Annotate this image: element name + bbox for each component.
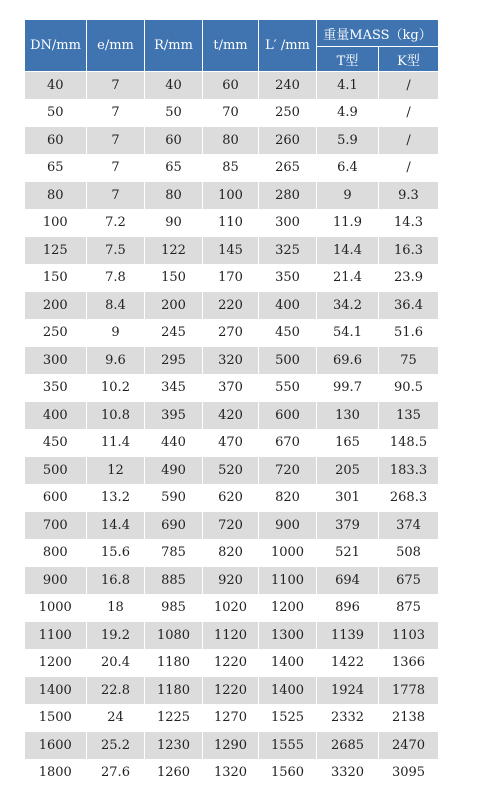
cell-r: 1225 (145, 704, 203, 732)
cell-l: 1525 (259, 704, 317, 732)
table-row (25, 484, 439, 512)
cell-r: 1180 (145, 649, 203, 677)
cell-t: 170 (203, 264, 259, 292)
cell-e: 14.4 (87, 512, 145, 540)
cell-r: 60 (145, 127, 203, 155)
cell-e: 18 (87, 594, 145, 622)
cell-dn: 450 (25, 429, 87, 457)
cell-mass-k: / (379, 154, 439, 182)
table-row (25, 567, 439, 595)
cell-e: 10.2 (87, 374, 145, 402)
cell-t: 920 (203, 567, 259, 595)
cell-dn: 125 (25, 237, 87, 265)
cell-dn: 100 (25, 209, 87, 237)
table-row (25, 539, 439, 567)
cell-l: 1300 (259, 622, 317, 650)
cell-r: 1260 (145, 759, 203, 787)
table-row (25, 429, 439, 457)
cell-l: 1560 (259, 759, 317, 787)
cell-t: 1020 (203, 594, 259, 622)
cell-e: 19.2 (87, 622, 145, 650)
cell-dn: 1000 (25, 594, 87, 622)
cell-mass-t: 205 (317, 457, 379, 485)
cell-t: 270 (203, 319, 259, 347)
cell-t: 60 (203, 72, 259, 100)
cell-dn: 1500 (25, 704, 87, 732)
cell-l: 300 (259, 209, 317, 237)
cell-t: 320 (203, 347, 259, 375)
cell-mass-k: 90.5 (379, 374, 439, 402)
cell-mass-k: 36.4 (379, 292, 439, 320)
cell-e: 7 (87, 127, 145, 155)
cell-mass-t: 54.1 (317, 319, 379, 347)
cell-r: 65 (145, 154, 203, 182)
cell-mass-k: 16.3 (379, 237, 439, 265)
cell-r: 90 (145, 209, 203, 237)
cell-t: 720 (203, 512, 259, 540)
cell-l: 550 (259, 374, 317, 402)
cell-e: 16.8 (87, 567, 145, 595)
cell-t: 110 (203, 209, 259, 237)
cell-mass-t: 5.9 (317, 127, 379, 155)
cell-e: 9.6 (87, 347, 145, 375)
table-row (25, 127, 439, 155)
table-row (25, 264, 439, 292)
cell-mass-t: 3320 (317, 759, 379, 787)
cell-mass-k: 2138 (379, 704, 439, 732)
cell-dn: 1800 (25, 759, 87, 787)
table-row (25, 99, 439, 127)
cell-e: 8.4 (87, 292, 145, 320)
cell-r: 985 (145, 594, 203, 622)
table-body (25, 72, 439, 787)
cell-r: 122 (145, 237, 203, 265)
table-row (25, 704, 439, 732)
cell-mass-k: 675 (379, 567, 439, 595)
table-row (25, 209, 439, 237)
cell-e: 7.5 (87, 237, 145, 265)
cell-dn: 80 (25, 182, 87, 210)
cell-r: 50 (145, 99, 203, 127)
cell-mass-t: 1924 (317, 677, 379, 705)
cell-mass-t: 99.7 (317, 374, 379, 402)
cell-dn: 50 (25, 99, 87, 127)
cell-t: 1290 (203, 732, 259, 760)
cell-r: 295 (145, 347, 203, 375)
cell-mass-t: 379 (317, 512, 379, 540)
cell-e: 27.6 (87, 759, 145, 787)
cell-dn: 1100 (25, 622, 87, 650)
table-row (25, 622, 439, 650)
table-row (25, 402, 439, 430)
cell-t: 820 (203, 539, 259, 567)
cell-mass-k: 1103 (379, 622, 439, 650)
cell-t: 70 (203, 99, 259, 127)
cell-l: 720 (259, 457, 317, 485)
table-row (25, 292, 439, 320)
cell-mass-k: 2470 (379, 732, 439, 760)
cell-mass-k: 75 (379, 347, 439, 375)
cell-dn: 40 (25, 72, 87, 100)
cell-mass-t: 2685 (317, 732, 379, 760)
cell-dn: 150 (25, 264, 87, 292)
cell-dn: 350 (25, 374, 87, 402)
cell-e: 7 (87, 72, 145, 100)
cell-e: 7 (87, 182, 145, 210)
cell-r: 1230 (145, 732, 203, 760)
cell-r: 590 (145, 484, 203, 512)
cell-t: 80 (203, 127, 259, 155)
cell-mass-t: 4.9 (317, 99, 379, 127)
cell-r: 690 (145, 512, 203, 540)
cell-mass-k: 875 (379, 594, 439, 622)
cell-t: 1270 (203, 704, 259, 732)
cell-l: 670 (259, 429, 317, 457)
cell-dn: 400 (25, 402, 87, 430)
cell-r: 395 (145, 402, 203, 430)
cell-e: 7 (87, 154, 145, 182)
cell-e: 22.8 (87, 677, 145, 705)
spec-table (24, 19, 439, 787)
cell-t: 370 (203, 374, 259, 402)
cell-t: 1320 (203, 759, 259, 787)
cell-r: 1180 (145, 677, 203, 705)
table-row (25, 154, 439, 182)
header-dn: DN/mm (25, 20, 87, 72)
cell-mass-k: / (379, 99, 439, 127)
cell-dn: 300 (25, 347, 87, 375)
cell-mass-t: 1422 (317, 649, 379, 677)
cell-mass-k: 148.5 (379, 429, 439, 457)
cell-dn: 1400 (25, 677, 87, 705)
cell-mass-t: 11.9 (317, 209, 379, 237)
cell-e: 25.2 (87, 732, 145, 760)
cell-dn: 500 (25, 457, 87, 485)
cell-mass-t: 2332 (317, 704, 379, 732)
cell-l: 265 (259, 154, 317, 182)
cell-l: 1200 (259, 594, 317, 622)
cell-mass-t: 521 (317, 539, 379, 567)
cell-l: 350 (259, 264, 317, 292)
table-row (25, 677, 439, 705)
cell-mass-k: / (379, 127, 439, 155)
cell-l: 325 (259, 237, 317, 265)
cell-e: 7.2 (87, 209, 145, 237)
cell-r: 785 (145, 539, 203, 567)
table-row (25, 319, 439, 347)
cell-l: 900 (259, 512, 317, 540)
cell-dn: 1200 (25, 649, 87, 677)
cell-dn: 800 (25, 539, 87, 567)
cell-e: 7 (87, 99, 145, 127)
cell-r: 1080 (145, 622, 203, 650)
cell-dn: 900 (25, 567, 87, 595)
table-row (25, 512, 439, 540)
cell-mass-t: 4.1 (317, 72, 379, 100)
cell-l: 500 (259, 347, 317, 375)
cell-t: 220 (203, 292, 259, 320)
cell-mass-t: 130 (317, 402, 379, 430)
cell-l: 1400 (259, 677, 317, 705)
cell-l: 1100 (259, 567, 317, 595)
cell-t: 145 (203, 237, 259, 265)
cell-r: 40 (145, 72, 203, 100)
header-k-type: K型 (379, 47, 439, 72)
cell-r: 245 (145, 319, 203, 347)
cell-mass-k: 508 (379, 539, 439, 567)
table-row (25, 72, 439, 100)
cell-l: 1000 (259, 539, 317, 567)
cell-dn: 200 (25, 292, 87, 320)
cell-r: 885 (145, 567, 203, 595)
cell-mass-t: 69.6 (317, 347, 379, 375)
cell-e: 11.4 (87, 429, 145, 457)
table-row (25, 594, 439, 622)
cell-mass-t: 896 (317, 594, 379, 622)
cell-t: 470 (203, 429, 259, 457)
cell-e: 13.2 (87, 484, 145, 512)
cell-mass-t: 9 (317, 182, 379, 210)
cell-r: 200 (145, 292, 203, 320)
cell-dn: 60 (25, 127, 87, 155)
cell-mass-k: 135 (379, 402, 439, 430)
header-r: R/mm (145, 20, 203, 72)
cell-mass-k: 374 (379, 512, 439, 540)
cell-mass-k: / (379, 72, 439, 100)
cell-l: 820 (259, 484, 317, 512)
cell-mass-t: 21.4 (317, 264, 379, 292)
cell-l: 600 (259, 402, 317, 430)
cell-e: 7.8 (87, 264, 145, 292)
cell-l: 250 (259, 99, 317, 127)
cell-l: 280 (259, 182, 317, 210)
cell-t: 520 (203, 457, 259, 485)
cell-mass-t: 14.4 (317, 237, 379, 265)
cell-t: 1220 (203, 677, 259, 705)
cell-e: 20.4 (87, 649, 145, 677)
cell-dn: 700 (25, 512, 87, 540)
cell-l: 1555 (259, 732, 317, 760)
cell-mass-t: 301 (317, 484, 379, 512)
cell-mass-k: 1366 (379, 649, 439, 677)
cell-dn: 600 (25, 484, 87, 512)
table-row (25, 759, 439, 787)
cell-mass-k: 14.3 (379, 209, 439, 237)
cell-mass-k: 51.6 (379, 319, 439, 347)
cell-t: 1120 (203, 622, 259, 650)
table-row (25, 182, 439, 210)
table-row (25, 649, 439, 677)
cell-mass-k: 268.3 (379, 484, 439, 512)
table-header (25, 20, 439, 72)
cell-r: 490 (145, 457, 203, 485)
cell-l: 1400 (259, 649, 317, 677)
cell-t: 85 (203, 154, 259, 182)
cell-mass-t: 165 (317, 429, 379, 457)
header-e: e/mm (87, 20, 145, 72)
header-t-type: T型 (317, 47, 379, 72)
cell-mass-t: 694 (317, 567, 379, 595)
cell-t: 1220 (203, 649, 259, 677)
cell-t: 420 (203, 402, 259, 430)
cell-mass-k: 1778 (379, 677, 439, 705)
cell-l: 450 (259, 319, 317, 347)
cell-mass-t: 6.4 (317, 154, 379, 182)
cell-t: 100 (203, 182, 259, 210)
header-mass: 重量MASS（kg） (317, 20, 439, 47)
cell-r: 80 (145, 182, 203, 210)
cell-e: 12 (87, 457, 145, 485)
cell-r: 150 (145, 264, 203, 292)
cell-dn: 250 (25, 319, 87, 347)
table-row (25, 237, 439, 265)
cell-r: 345 (145, 374, 203, 402)
cell-mass-t: 1139 (317, 622, 379, 650)
cell-mass-k: 183.3 (379, 457, 439, 485)
cell-t: 620 (203, 484, 259, 512)
cell-l: 260 (259, 127, 317, 155)
cell-mass-k: 23.9 (379, 264, 439, 292)
cell-l: 400 (259, 292, 317, 320)
cell-mass-k: 9.3 (379, 182, 439, 210)
cell-e: 9 (87, 319, 145, 347)
cell-e: 15.6 (87, 539, 145, 567)
table-row (25, 457, 439, 485)
cell-r: 440 (145, 429, 203, 457)
header-t: t/mm (203, 20, 259, 72)
table-row (25, 374, 439, 402)
cell-mass-t: 34.2 (317, 292, 379, 320)
cell-e: 10.8 (87, 402, 145, 430)
cell-l: 240 (259, 72, 317, 100)
cell-mass-k: 3095 (379, 759, 439, 787)
cell-dn: 65 (25, 154, 87, 182)
cell-e: 24 (87, 704, 145, 732)
cell-dn: 1600 (25, 732, 87, 760)
header-l: L′ /mm (259, 20, 317, 72)
table-row (25, 347, 439, 375)
header-row (25, 20, 439, 47)
table-row (25, 732, 439, 760)
